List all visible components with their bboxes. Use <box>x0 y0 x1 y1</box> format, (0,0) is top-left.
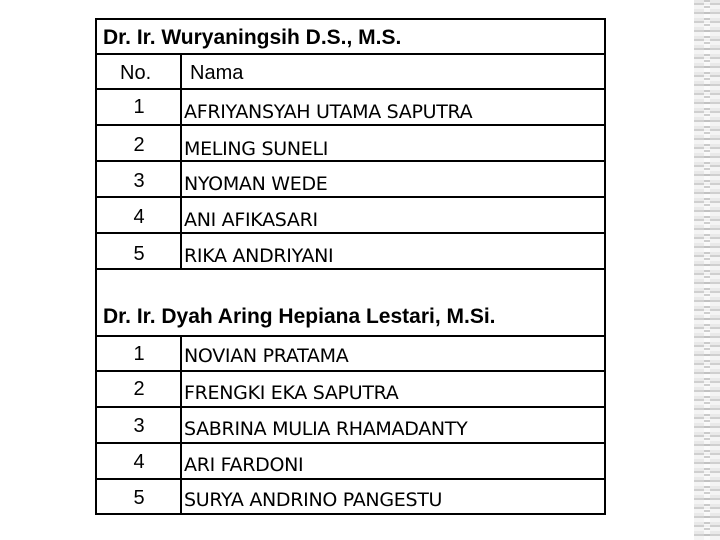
section-divider <box>95 268 606 270</box>
student-name: ANI AFIKASARI <box>184 209 318 231</box>
row-number: 1 <box>133 96 145 118</box>
row-divider <box>95 124 606 126</box>
row-number: 5 <box>133 487 145 509</box>
student-name: SURYA ANDRINO PANGESTU <box>184 489 443 511</box>
divider <box>95 88 606 90</box>
page-edge-decoration <box>704 0 710 540</box>
row-divider <box>95 478 606 480</box>
table-frame <box>95 18 606 515</box>
row-divider <box>95 406 606 408</box>
row-number: 4 <box>133 451 145 473</box>
column-header-no: No. <box>120 62 152 84</box>
row-divider <box>95 442 606 444</box>
student-name: NYOMAN WEDE <box>184 173 328 195</box>
student-name: SABRINA MULIA RHAMADANTY <box>184 418 468 440</box>
student-name: ARI FARDONI <box>184 454 304 476</box>
column-header-name: Nama <box>190 62 244 84</box>
row-number: 5 <box>133 243 145 265</box>
row-divider <box>95 160 606 162</box>
divider <box>95 335 606 337</box>
student-name: AFRIYANSYAH UTAMA SAPUTRA <box>184 101 473 123</box>
supervisor-heading-1: Dr. Ir. Wuryaningsih D.S., M.S. <box>103 26 402 49</box>
row-divider <box>95 196 606 198</box>
row-divider <box>95 232 606 234</box>
row-number: 1 <box>133 343 145 365</box>
student-name: RIKA ANDRIYANI <box>184 245 334 267</box>
divider <box>180 53 182 89</box>
row-divider <box>95 370 606 372</box>
row-number: 3 <box>133 170 145 192</box>
student-name: FRENGKI EKA SAPUTRA <box>184 382 399 404</box>
row-number: 2 <box>133 378 145 400</box>
student-name: NOVIAN PRATAMA <box>184 345 349 367</box>
row-number: 3 <box>133 415 145 437</box>
supervisor-heading-2: Dr. Ir. Dyah Aring Hepiana Lestari, M.Si. <box>103 305 496 328</box>
row-number: 2 <box>133 134 145 156</box>
row-number: 4 <box>133 206 145 228</box>
divider <box>95 53 606 55</box>
student-name: MELING SUNELI <box>184 138 329 160</box>
